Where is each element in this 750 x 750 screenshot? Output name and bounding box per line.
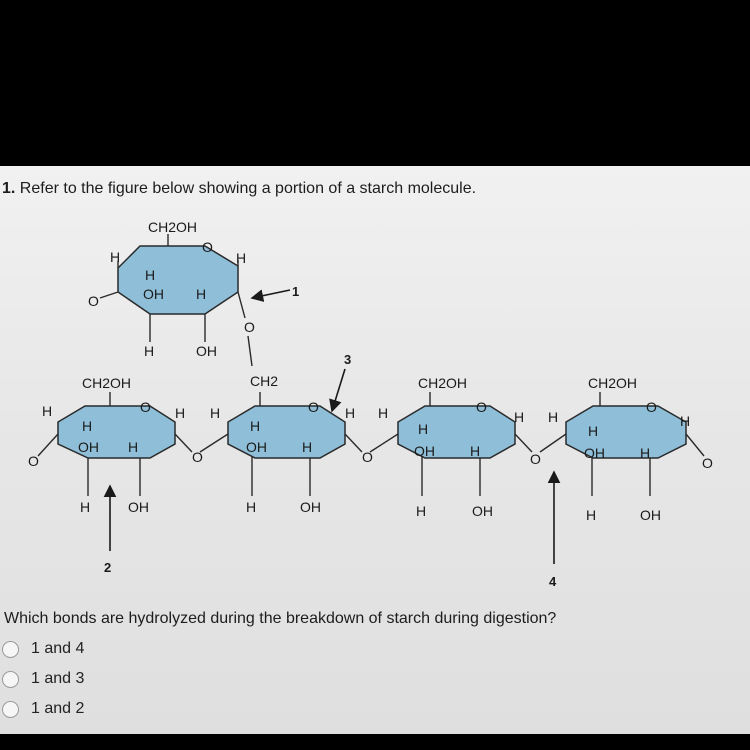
arrow-1	[252, 284, 299, 299]
label-oh: OH	[414, 443, 435, 459]
label-h: H	[144, 343, 155, 359]
label-ring-o: O	[202, 239, 213, 255]
glucose-ring-1	[28, 375, 203, 515]
question-number: 1.	[2, 180, 16, 197]
arrow-number: 3	[344, 352, 352, 367]
label-ch2: CH2	[250, 373, 279, 389]
label-h: H	[378, 405, 389, 421]
arrow-4	[549, 472, 557, 589]
label-h: H	[586, 507, 597, 523]
label-h: H	[514, 409, 525, 425]
label-h: H	[680, 413, 691, 429]
option-label: 1 and 4	[31, 640, 85, 657]
radio-button[interactable]	[2, 701, 19, 718]
label-ch2oh: CH2OH	[148, 219, 198, 235]
label-h: H	[246, 499, 257, 515]
label-h: H	[128, 439, 139, 455]
bottom-black-bar	[0, 734, 750, 750]
label-h: H	[640, 445, 651, 461]
arrow-number: 1	[292, 284, 300, 299]
label-h: H	[588, 423, 599, 439]
question-prompt: Which bonds are hydrolyzed during the breakdown of starch during digestion?	[4, 610, 557, 627]
label-o: O	[28, 453, 39, 469]
answer-options	[2, 634, 84, 724]
label-h: H	[548, 409, 559, 425]
label-h: H	[42, 403, 53, 419]
ring-shape	[58, 406, 175, 458]
option-label: 1 and 2	[31, 700, 85, 717]
label-h: H	[145, 267, 156, 283]
label-oh: OH	[640, 507, 661, 523]
glucose-ring-2	[200, 373, 373, 515]
label-h: H	[175, 405, 186, 421]
label-ch2oh: CH2OH	[418, 375, 468, 391]
starch-molecule-figure	[0, 166, 750, 606]
label-h: H	[345, 405, 356, 421]
label-o: O	[192, 449, 203, 465]
label-ring-o: O	[646, 399, 657, 415]
glucose-ring-3	[370, 375, 541, 519]
label-h: H	[418, 421, 429, 437]
label-h: H	[416, 503, 427, 519]
label-oh: OH	[584, 445, 605, 461]
label-ch2oh: CH2OH	[82, 375, 132, 391]
label-oh: OH	[246, 439, 267, 455]
label-oh: OH	[300, 499, 321, 515]
label-oh: OH	[472, 503, 493, 519]
label-o: O	[362, 449, 373, 465]
label-oh: OH	[78, 439, 99, 455]
label-h: H	[302, 439, 313, 455]
label-h: H	[196, 286, 207, 302]
label-o: O	[702, 455, 713, 471]
arrow-number: 2	[104, 560, 112, 575]
label-o: O	[530, 451, 541, 467]
label-oh: OH	[128, 499, 149, 515]
option-1-and-2[interactable]	[2, 694, 84, 724]
label-ring-o: O	[308, 399, 319, 415]
radio-button[interactable]	[2, 671, 19, 688]
label-ring-o: O	[476, 399, 487, 415]
label-ch2oh: CH2OH	[588, 375, 638, 391]
label-o: O	[88, 293, 99, 309]
top-black-bar	[0, 0, 750, 166]
radio-button[interactable]	[2, 641, 19, 658]
label-h: H	[210, 405, 221, 421]
question-card	[0, 166, 750, 734]
label-o: O	[244, 319, 255, 335]
label-h: H	[110, 249, 121, 265]
glucose-ring-top	[88, 219, 255, 366]
arrow-2	[104, 486, 111, 575]
label-oh: OH	[143, 286, 164, 302]
option-label: 1 and 3	[31, 670, 85, 687]
label-h: H	[250, 418, 261, 434]
arrow-3	[332, 352, 351, 411]
label-h: H	[80, 499, 91, 515]
ring-shape	[118, 246, 238, 314]
label-h: H	[236, 250, 247, 266]
label-ring-o: O	[140, 399, 151, 415]
option-1-and-3[interactable]	[2, 664, 84, 694]
question-text: Refer to the figure below showing a portion of a starch molecule.	[19, 180, 477, 197]
glucose-ring-4	[540, 375, 713, 523]
arrow-number: 4	[549, 574, 557, 589]
label-oh: OH	[196, 343, 217, 359]
option-1-and-4[interactable]	[2, 634, 84, 664]
label-h: H	[82, 418, 93, 434]
label-h: H	[470, 443, 481, 459]
